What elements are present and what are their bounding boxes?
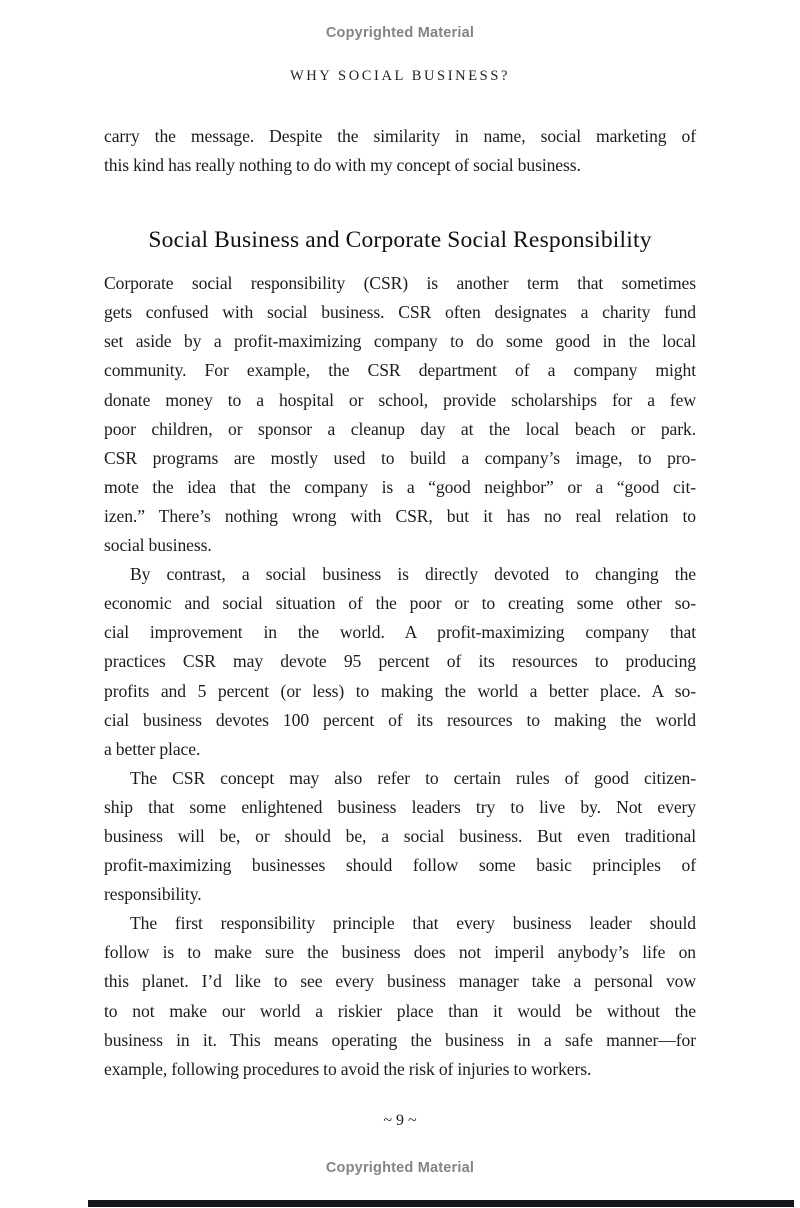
text-line: CSR programs are mostly used to build a company’s image, to pro- <box>104 447 696 468</box>
paragraph <box>104 909 696 1084</box>
text-line: business in it. This means operating the business in a safe manner—for <box>104 1029 696 1050</box>
page-edge-scan-artifact <box>88 1200 794 1207</box>
body-column <box>104 122 696 1084</box>
text-line: this planet. I’d like to see every business manager take a personal vow <box>104 971 696 992</box>
text-line: cial business devotes 100 percent of its resources to making the world <box>104 709 696 730</box>
text-line: set aside by a profit-maximizing company to do some good in the local <box>104 331 696 352</box>
text-line: poor children, or sponsor a cleanup day at the local beach or park. <box>104 418 696 439</box>
text-line: social business. <box>104 535 212 556</box>
text-line: economic and social situation of the poor or to creating some other so- <box>104 593 696 614</box>
text-line: The CSR concept may also refer to certain rules of good citizen- <box>130 767 696 788</box>
text-line: cial improvement in the world. A profit-maximizing company that <box>104 622 696 643</box>
text-line: follow is to make sure the business does not imperil anybody’s life on <box>104 942 696 963</box>
text-line: Corporate social responsibility (CSR) is another term that sometimes <box>104 273 696 294</box>
text-line: profit-maximizing businesses should follow some basic principles of <box>104 855 696 876</box>
paragraph <box>104 122 696 180</box>
text-line: gets confused with social business. CSR often designates a charity fund <box>104 302 696 323</box>
text-line: mote the idea that the company is a “good neighbor” or a “good cit- <box>104 476 696 497</box>
text-line: profits and 5 percent (or less) to making the world a better place. A so- <box>104 680 696 701</box>
page-number: ~ 9 ~ <box>383 1112 417 1129</box>
text-line: By contrast, a social business is directly devoted to changing the <box>130 564 696 585</box>
text-line: this kind has really nothing to do with my concept of social business. <box>104 155 581 176</box>
paragraph <box>104 560 696 764</box>
running-header: WHY SOCIAL BUSINESS? <box>289 68 511 84</box>
text-line: izen.” There’s nothing wrong with CSR, but it has no real relation to <box>104 505 696 526</box>
bottom-copyright-notice: Copyrighted Material <box>325 1160 475 1176</box>
text-line: carry the message. Despite the similarity in name, social marketing of <box>104 126 696 146</box>
paragraph <box>104 269 696 560</box>
paragraph <box>104 764 696 909</box>
text-line: ship that some enlightened business leaders try to live by. Not every <box>104 796 696 817</box>
text-line: a better place. <box>104 738 201 759</box>
text-line: responsibility. <box>104 884 202 905</box>
section-heading: Social Business and Corporate Social Responsibility <box>148 227 652 254</box>
top-copyright-notice: Copyrighted Material <box>325 25 475 41</box>
text-line: community. For example, the CSR department of a company might <box>104 360 696 381</box>
text-line: donate money to a hospital or school, provide scholarships for a few <box>104 389 696 410</box>
text-line: to not make our world a riskier place than it would be without the <box>104 1000 696 1021</box>
text-line: practices CSR may devote 95 percent of its resources to producing <box>104 651 696 672</box>
text-line: example, following procedures to avoid the risk of injuries to workers. <box>104 1058 592 1079</box>
text-line: business will be, or should be, a social business. But even traditional <box>104 825 696 846</box>
text-line: The first responsibility principle that every business leader should <box>130 913 696 934</box>
